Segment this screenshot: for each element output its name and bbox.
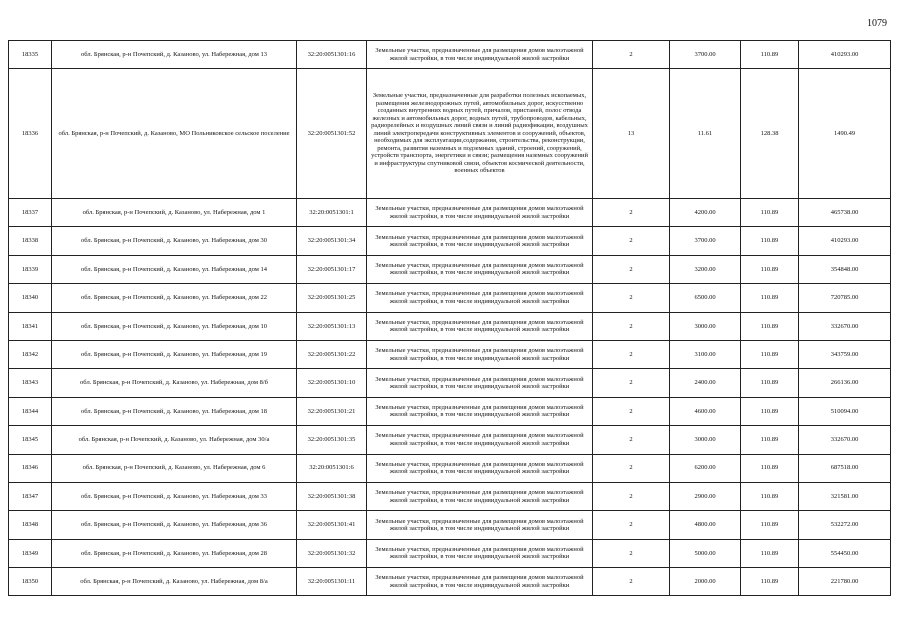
table-row bbox=[9, 284, 891, 312]
row-number-cell: 18347 bbox=[9, 482, 52, 510]
cadastral-value-cell: 720785.00 bbox=[799, 284, 891, 312]
table-row bbox=[9, 312, 891, 340]
group-number-cell: 2 bbox=[593, 199, 670, 227]
cadastral-value-cell: 410293.00 bbox=[799, 227, 891, 255]
address-cell: обл. Брянская, р-н Почепский, д. Казаново, ул. Набережная, дом 10 bbox=[52, 312, 297, 340]
land-use-cell: Земельные участки, предназначенные для размещения домов малоэтажной жилой застройки, в том числе индивидуальной жилой застройки bbox=[367, 369, 593, 397]
cadastral-value-cell: 266136.00 bbox=[799, 369, 891, 397]
specific-value-cell: 110.89 bbox=[741, 284, 799, 312]
address-cell: обл. Брянская, р-н Почепский, д. Казаново, ул. Набережная, дом 33 bbox=[52, 482, 297, 510]
table-row bbox=[9, 69, 891, 199]
group-number-cell: 2 bbox=[593, 284, 670, 312]
cadastral-value-cell: 687518.00 bbox=[799, 454, 891, 482]
table-row bbox=[9, 397, 891, 425]
land-use-cell: Земельные участки, предназначенные для размещения домов малоэтажной жилой застройки, в том числе индивидуальной жилой застройки bbox=[367, 511, 593, 539]
group-number-cell: 2 bbox=[593, 369, 670, 397]
page-number: 1079 bbox=[867, 18, 887, 29]
cadastral-number-cell: 32:20:0051301:35 bbox=[297, 426, 367, 454]
address-cell: обл. Брянская, р-н Почепский, д. Казаново, ул. Набережная, дом 22 bbox=[52, 284, 297, 312]
cadastral-number-cell: 32:20:0051301:21 bbox=[297, 397, 367, 425]
land-use-cell: Земельные участки, предназначенные для размещения домов малоэтажной жилой застройки, в том числе индивидуальной жилой застройки bbox=[367, 255, 593, 283]
address-cell: обл. Брянская, р-н Почепский, д. Казаново, ул. Набережная, дом 14 bbox=[52, 255, 297, 283]
cadastral-number-cell: 32:20:0051301:17 bbox=[297, 255, 367, 283]
table-row bbox=[9, 199, 891, 227]
cadastral-value-table bbox=[8, 40, 891, 596]
table-body bbox=[9, 41, 891, 596]
row-number-cell: 18336 bbox=[9, 69, 52, 199]
row-number-cell: 18341 bbox=[9, 312, 52, 340]
row-number-cell: 18350 bbox=[9, 568, 52, 596]
land-use-cell: Земельные участки, предназначенные для размещения домов малоэтажной жилой застройки, в том числе индивидуальной жилой застройки bbox=[367, 340, 593, 368]
cadastral-number-cell: 32:20:0051301:41 bbox=[297, 511, 367, 539]
area-cell: 11.61 bbox=[670, 69, 741, 199]
address-cell: обл. Брянская, р-н Почепский, д. Казаново, ул. Набережная, дом 6 bbox=[52, 454, 297, 482]
address-cell: обл. Брянская, р-н Почепский, д. Казаново, ул. Набережная, дом 8/а bbox=[52, 568, 297, 596]
table-row bbox=[9, 227, 891, 255]
row-number-cell: 18343 bbox=[9, 369, 52, 397]
row-number-cell: 18346 bbox=[9, 454, 52, 482]
cadastral-number-cell: 32:20:0051301:16 bbox=[297, 41, 367, 69]
land-use-cell: Земельные участки, предназначенные для размещения домов малоэтажной жилой застройки, в том числе индивидуальной жилой застройки bbox=[367, 568, 593, 596]
cadastral-value-cell: 332670.00 bbox=[799, 312, 891, 340]
specific-value-cell: 110.89 bbox=[741, 227, 799, 255]
group-number-cell: 2 bbox=[593, 397, 670, 425]
land-use-cell: Земельные участки, предназначенные для разработки полезных ископаемых, размещения железнодорожных путей, автомобильных дорог, искусственно созданных внутренних водных путей, причалов, пристаней, полос отвода железных и автомобильных дорог, водных путей, трубопроводов, кабельных, радиорелейных и воздушных линий связи и линий радиофикации, воздушных линий электропередачи конструктивных элементов и сооружений, объектов, необходимых для эксплуатации,содержания, строительства, реконструкции, ремонта, развития наземных и подземных зданий, строений, сооружений, устройств транспорта, энергетики и связи; размещения наземных сооружений и инфраструктуры спутниковой связи, объектов космической деятельности, военных объектов bbox=[367, 69, 593, 199]
land-use-cell: Земельные участки, предназначенные для размещения домов малоэтажной жилой застройки, в том числе индивидуальной жилой застройки bbox=[367, 312, 593, 340]
area-cell: 4600.00 bbox=[670, 397, 741, 425]
land-use-cell: Земельные участки, предназначенные для размещения домов малоэтажной жилой застройки, в том числе индивидуальной жилой застройки bbox=[367, 454, 593, 482]
group-number-cell: 2 bbox=[593, 568, 670, 596]
cadastral-value-cell: 532272.00 bbox=[799, 511, 891, 539]
area-cell: 3200.00 bbox=[670, 255, 741, 283]
land-use-cell: Земельные участки, предназначенные для размещения домов малоэтажной жилой застройки, в том числе индивидуальной жилой застройки bbox=[367, 199, 593, 227]
table-row bbox=[9, 482, 891, 510]
address-cell: обл. Брянская, р-н Почепский, д. Казаново, ул. Набережная, дом 30/а bbox=[52, 426, 297, 454]
specific-value-cell: 110.89 bbox=[741, 426, 799, 454]
cadastral-number-cell: 32:20:0051301:22 bbox=[297, 340, 367, 368]
table-row bbox=[9, 568, 891, 596]
land-use-cell: Земельные участки, предназначенные для размещения домов малоэтажной жилой застройки, в том числе индивидуальной жилой застройки bbox=[367, 284, 593, 312]
cadastral-value-cell: 465738.00 bbox=[799, 199, 891, 227]
specific-value-cell: 110.89 bbox=[741, 369, 799, 397]
row-number-cell: 18342 bbox=[9, 340, 52, 368]
row-number-cell: 18340 bbox=[9, 284, 52, 312]
group-number-cell: 2 bbox=[593, 511, 670, 539]
cadastral-number-cell: 32:20:0051301:25 bbox=[297, 284, 367, 312]
specific-value-cell: 128.38 bbox=[741, 69, 799, 199]
area-cell: 3700.00 bbox=[670, 41, 741, 69]
specific-value-cell: 110.89 bbox=[741, 255, 799, 283]
table-row bbox=[9, 511, 891, 539]
area-cell: 3700.00 bbox=[670, 227, 741, 255]
cadastral-number-cell: 32:20:0051301:10 bbox=[297, 369, 367, 397]
area-cell: 6500.00 bbox=[670, 284, 741, 312]
group-number-cell: 2 bbox=[593, 312, 670, 340]
address-cell: обл. Брянская, р-н Почепский, д. Казаново, ул. Набережная, дом 8/б bbox=[52, 369, 297, 397]
land-use-cell: Земельные участки, предназначенные для размещения домов малоэтажной жилой застройки, в том числе индивидуальной жилой застройки bbox=[367, 41, 593, 69]
specific-value-cell: 110.89 bbox=[741, 312, 799, 340]
cadastral-value-cell: 332670.00 bbox=[799, 426, 891, 454]
specific-value-cell: 110.89 bbox=[741, 340, 799, 368]
cadastral-value-cell: 354848.00 bbox=[799, 255, 891, 283]
specific-value-cell: 110.89 bbox=[741, 199, 799, 227]
specific-value-cell: 110.89 bbox=[741, 482, 799, 510]
area-cell: 2400.00 bbox=[670, 369, 741, 397]
specific-value-cell: 110.89 bbox=[741, 454, 799, 482]
cadastral-number-cell: 32:20:0051301:1 bbox=[297, 199, 367, 227]
group-number-cell: 2 bbox=[593, 426, 670, 454]
group-number-cell: 2 bbox=[593, 255, 670, 283]
address-cell: обл. Брянская, р-н Почепский, д. Казаново, ул. Набережная, дом 30 bbox=[52, 227, 297, 255]
address-cell: обл. Брянская, р-н Почепский, д. Казаново, ул. Набережная, дом 19 bbox=[52, 340, 297, 368]
cadastral-number-cell: 32:20:0051301:32 bbox=[297, 539, 367, 567]
land-use-cell: Земельные участки, предназначенные для размещения домов малоэтажной жилой застройки, в том числе индивидуальной жилой застройки bbox=[367, 227, 593, 255]
group-number-cell: 2 bbox=[593, 482, 670, 510]
area-cell: 4800.00 bbox=[670, 511, 741, 539]
group-number-cell: 13 bbox=[593, 69, 670, 199]
specific-value-cell: 110.89 bbox=[741, 511, 799, 539]
group-number-cell: 2 bbox=[593, 340, 670, 368]
land-use-cell: Земельные участки, предназначенные для размещения домов малоэтажной жилой застройки, в том числе индивидуальной жилой застройки bbox=[367, 426, 593, 454]
area-cell: 4200.00 bbox=[670, 199, 741, 227]
table-row bbox=[9, 369, 891, 397]
specific-value-cell: 110.89 bbox=[741, 539, 799, 567]
table-row bbox=[9, 340, 891, 368]
area-cell: 3000.00 bbox=[670, 426, 741, 454]
cadastral-number-cell: 32:20:0051301:38 bbox=[297, 482, 367, 510]
address-cell: обл. Брянская, р-н Почепский, д. Казаново, ул. Набережная, дом 1 bbox=[52, 199, 297, 227]
row-number-cell: 18344 bbox=[9, 397, 52, 425]
address-cell: обл. Брянская, р-н Почепский, д. Казаново, ул. Набережная, дом 13 bbox=[52, 41, 297, 69]
cadastral-number-cell: 32:20:0051301:34 bbox=[297, 227, 367, 255]
cadastral-value-cell: 410293.00 bbox=[799, 41, 891, 69]
cadastral-value-cell: 1490.49 bbox=[799, 69, 891, 199]
cadastral-value-cell: 510094.00 bbox=[799, 397, 891, 425]
area-cell: 6200.00 bbox=[670, 454, 741, 482]
row-number-cell: 18348 bbox=[9, 511, 52, 539]
cadastral-number-cell: 32:20:0051301:52 bbox=[297, 69, 367, 199]
table-row bbox=[9, 539, 891, 567]
land-use-cell: Земельные участки, предназначенные для размещения домов малоэтажной жилой застройки, в том числе индивидуальной жилой застройки bbox=[367, 539, 593, 567]
table-row bbox=[9, 41, 891, 69]
row-number-cell: 18338 bbox=[9, 227, 52, 255]
row-number-cell: 18349 bbox=[9, 539, 52, 567]
group-number-cell: 2 bbox=[593, 539, 670, 567]
row-number-cell: 18337 bbox=[9, 199, 52, 227]
specific-value-cell: 110.89 bbox=[741, 568, 799, 596]
cadastral-number-cell: 32:20:0051301:6 bbox=[297, 454, 367, 482]
land-use-cell: Земельные участки, предназначенные для размещения домов малоэтажной жилой застройки, в том числе индивидуальной жилой застройки bbox=[367, 397, 593, 425]
area-cell: 3000.00 bbox=[670, 312, 741, 340]
area-cell: 5000.00 bbox=[670, 539, 741, 567]
group-number-cell: 2 bbox=[593, 454, 670, 482]
cadastral-value-cell: 321581.00 bbox=[799, 482, 891, 510]
area-cell: 3100.00 bbox=[670, 340, 741, 368]
row-number-cell: 18339 bbox=[9, 255, 52, 283]
cadastral-number-cell: 32:20:0051301:11 bbox=[297, 568, 367, 596]
row-number-cell: 18345 bbox=[9, 426, 52, 454]
cadastral-value-cell: 343759.00 bbox=[799, 340, 891, 368]
group-number-cell: 2 bbox=[593, 227, 670, 255]
land-use-cell: Земельные участки, предназначенные для размещения домов малоэтажной жилой застройки, в том числе индивидуальной жилой застройки bbox=[367, 482, 593, 510]
address-cell: обл. Брянская, р-н Почепский, д. Казаново, МО Польниковское сельское поселение bbox=[52, 69, 297, 199]
cadastral-value-cell: 221780.00 bbox=[799, 568, 891, 596]
address-cell: обл. Брянская, р-н Почепский, д. Казаново, ул. Набережная, дом 18 bbox=[52, 397, 297, 425]
area-cell: 2900.00 bbox=[670, 482, 741, 510]
specific-value-cell: 110.89 bbox=[741, 397, 799, 425]
address-cell: обл. Брянская, р-н Почепский, д. Казаново, ул. Набережная, дом 28 bbox=[52, 539, 297, 567]
row-number-cell: 18335 bbox=[9, 41, 52, 69]
cadastral-number-cell: 32:20:0051301:13 bbox=[297, 312, 367, 340]
group-number-cell: 2 bbox=[593, 41, 670, 69]
area-cell: 2000.00 bbox=[670, 568, 741, 596]
address-cell: обл. Брянская, р-н Почепский, д. Казаново, ул. Набережная, дом 36 bbox=[52, 511, 297, 539]
table-row bbox=[9, 426, 891, 454]
specific-value-cell: 110.89 bbox=[741, 41, 799, 69]
cadastral-value-cell: 554450.00 bbox=[799, 539, 891, 567]
table-row bbox=[9, 454, 891, 482]
table-row bbox=[9, 255, 891, 283]
